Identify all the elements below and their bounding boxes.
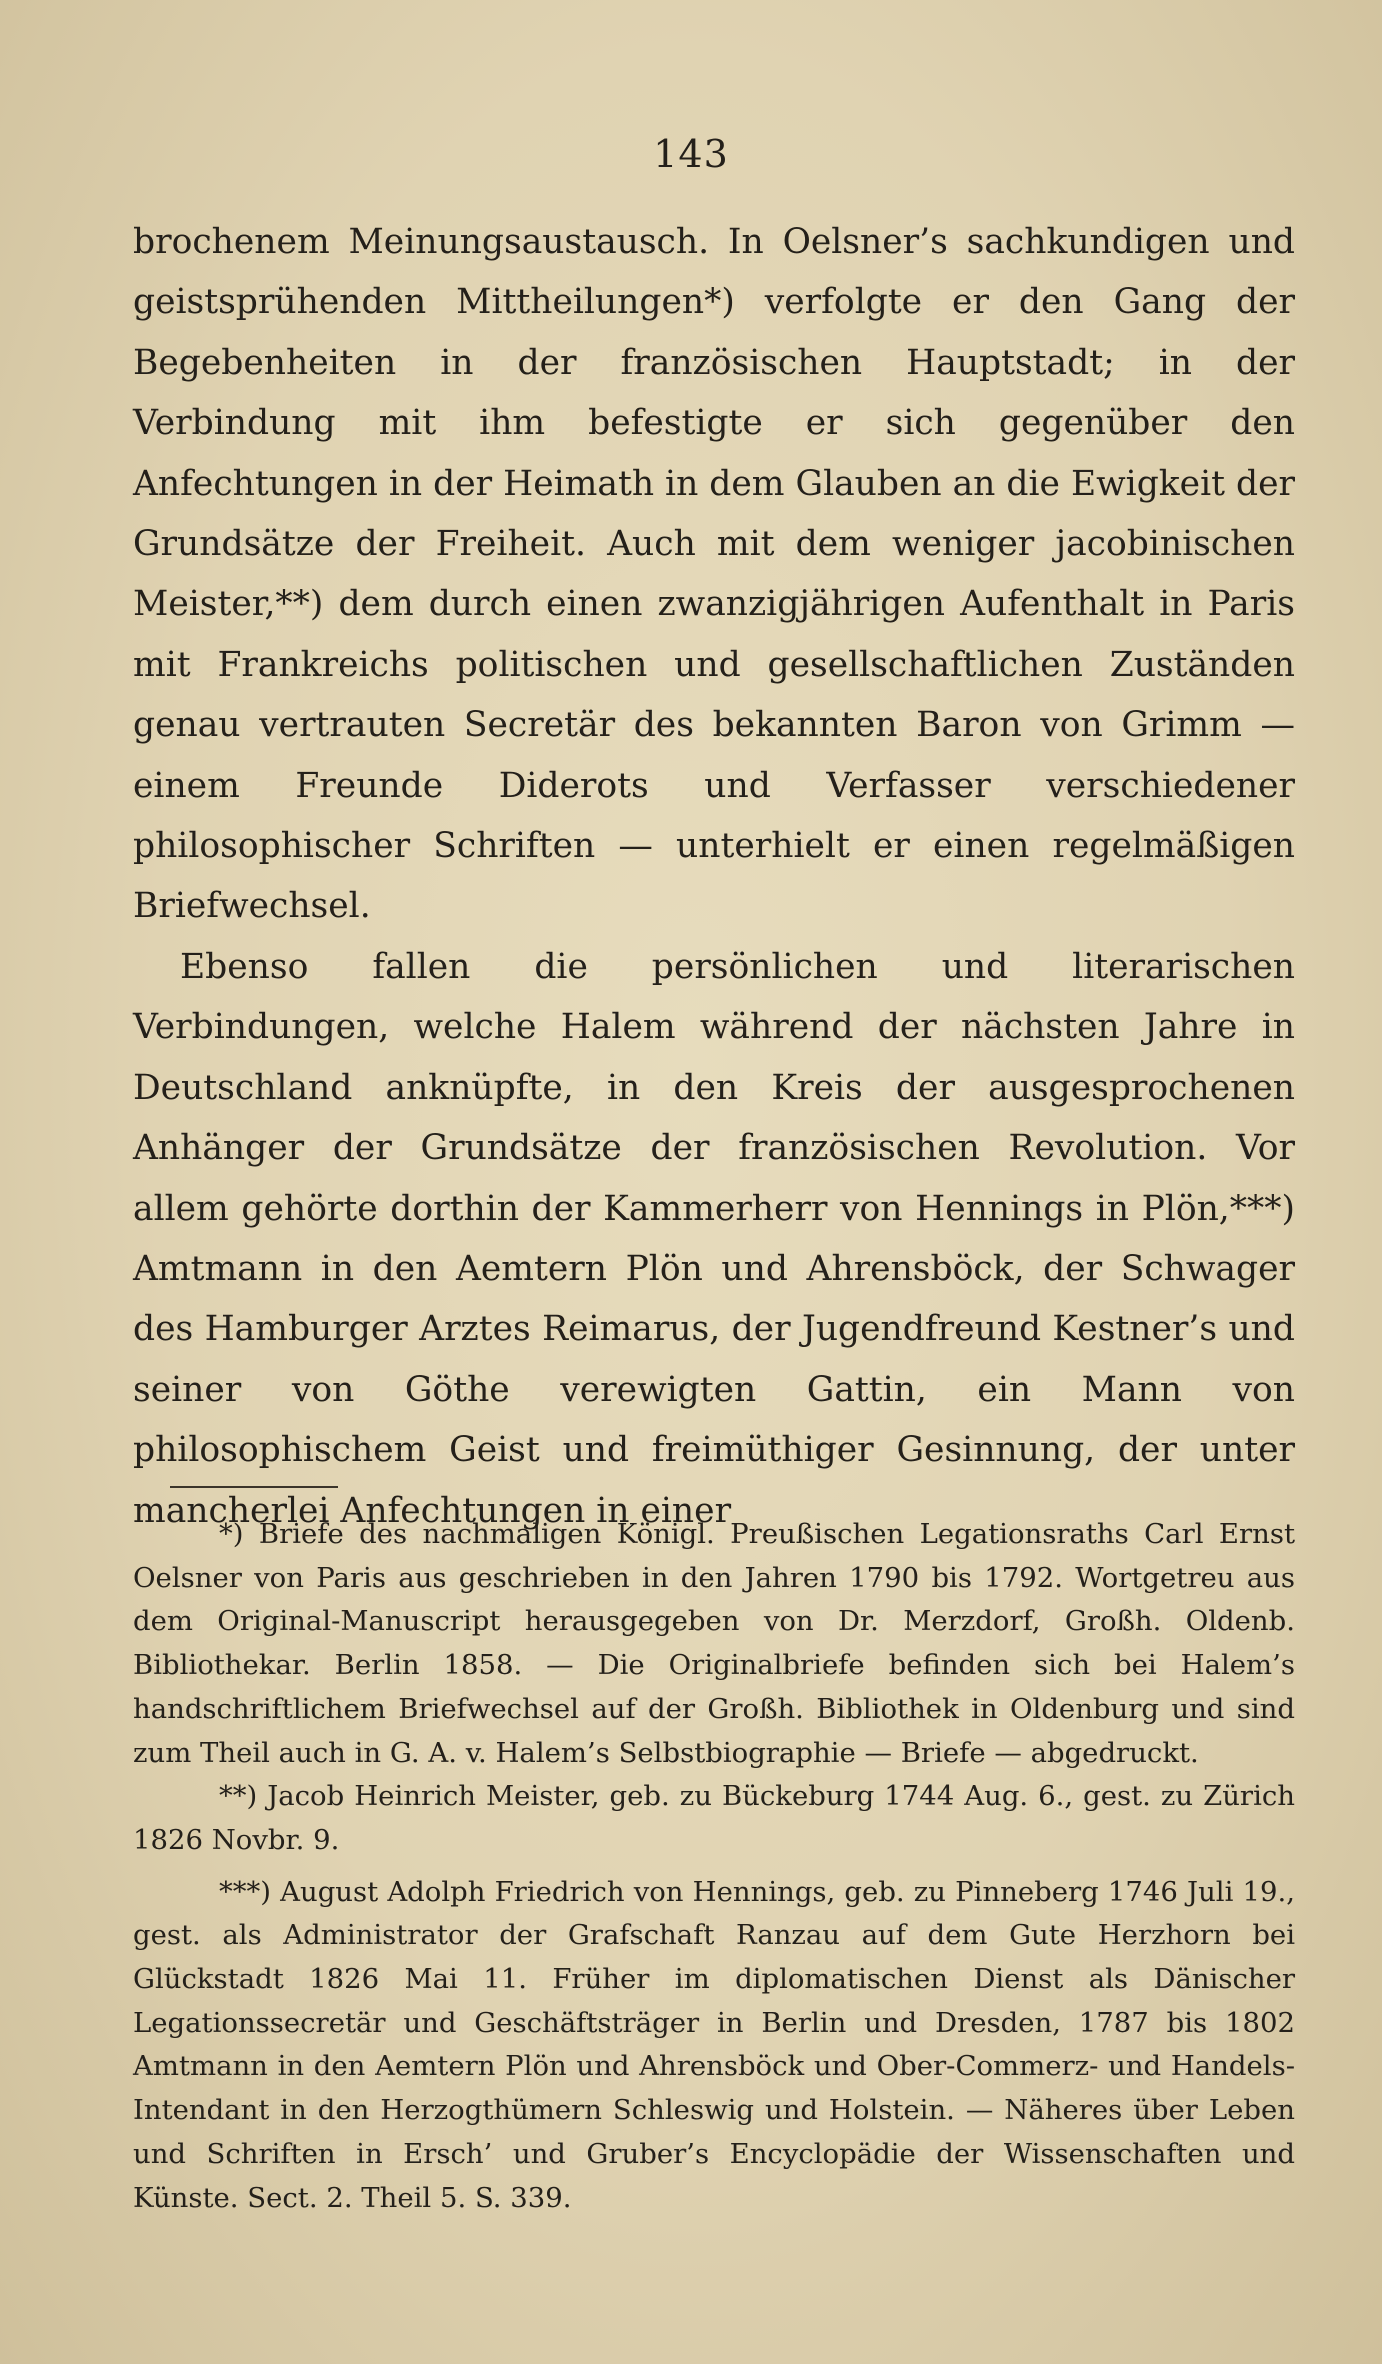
paragraph-2: Ebenso fallen die persönlichen und literarischen Verbindungen, welche Halem während der nächsten Jahre in Deutschland anknüpfte, in den Kreis der ausgesprochenen Anhänger der Grundsätze der französischen Revolution. Vor allem gehörte dorthin der Kammerherr von Hennings in Plön,***) Amtmann in den Aemtern Plön und Ahrensböck, der Schwager des Hamburger Arztes Reimarus, der Jugendfreund Kestner’s und seiner von Göthe verewigten Gattin, ein Mann von philosophischem Geist und freimüthiger Gesinnung, der unter mancherlei Anfechtungen in einer [133, 946, 1295, 1531]
footnotes [133, 1513, 1295, 2220]
page-number: 143 [653, 132, 729, 176]
paragraph-1: brochenem Meinungsaustausch. In Oelsner’s sachkundigen und geistsprühenden Mittheilungen*) verfolgte er den Gang der Begebenheiten in der französischen Hauptstadt; in der Verbindung mit ihm befestigte er sich gegenüber den Anfechtungen in der Heimath in dem Glauben an die Ewigkeit der Grundsätze der Freiheit. Auch mit dem weniger jacobinischen Meister,**) dem durch einen zwanzigjährigen Aufenthalt in Paris mit Frankreichs politischen und gesellschaftlichen Zuständen genau vertrauten Secretär des bekannten Baron von Grimm — einem Freunde Diderots und Verfasser verschiedener philosophischer Schriften — unterhielt er einen regelmäßigen Briefwechsel. [133, 222, 1295, 927]
footnote-3: ***) August Adolph Friedrich von Hennings, geb. zu Pinneberg 1746 Juli 19., gest. als Administrator der Grafschaft Ranzau auf dem Gute Herzhorn bei Glückstadt 1826 Mai 11. Früher im diplomatischen Dienst als Dänischer Legationssecretär und Geschäftsträger in Berlin und Dresden, 1787 bis 1802 Amtmann in den Aemtern Plön und Ahrensböck und Ober-Commerz- und Handels-Intendant in den Herzogthümern Schleswig und Holstein. — Näheres über Leben und Schriften in Ersch’ und Gruber’s Encyclopädie der Wissenschaften und Künste. Sect. 2. Theil 5. S. 339. [133, 1875, 1295, 2214]
footnote-1: *) Briefe des nachmaligen Königl. Preußischen Legationsraths Carl Ernst Oelsner von Paris aus geschrieben in den Jahren 1790 bis 1792. Wortgetreu aus dem Original-Manuscript herausgegeben von Dr. Merzdorf, Großh. Oldenb. Bibliothekar. Berlin 1858. — Die Originalbriefe befinden sich bei Halem’s handschriftlichem Briefwechsel auf der Großh. Bibliothek in Oldenburg und sind zum Theil auch in G. A. v. Halem’s Selbstbiographie — Briefe — abgedruckt. [133, 1518, 1295, 1769]
main-text [133, 212, 1295, 1541]
footnote-2: **) Jacob Heinrich Meister, geb. zu Bückeburg 1744 Aug. 6., gest. zu Zürich 1826 Novbr. 9. [133, 1780, 1295, 1856]
footnote-divider [170, 1486, 338, 1488]
